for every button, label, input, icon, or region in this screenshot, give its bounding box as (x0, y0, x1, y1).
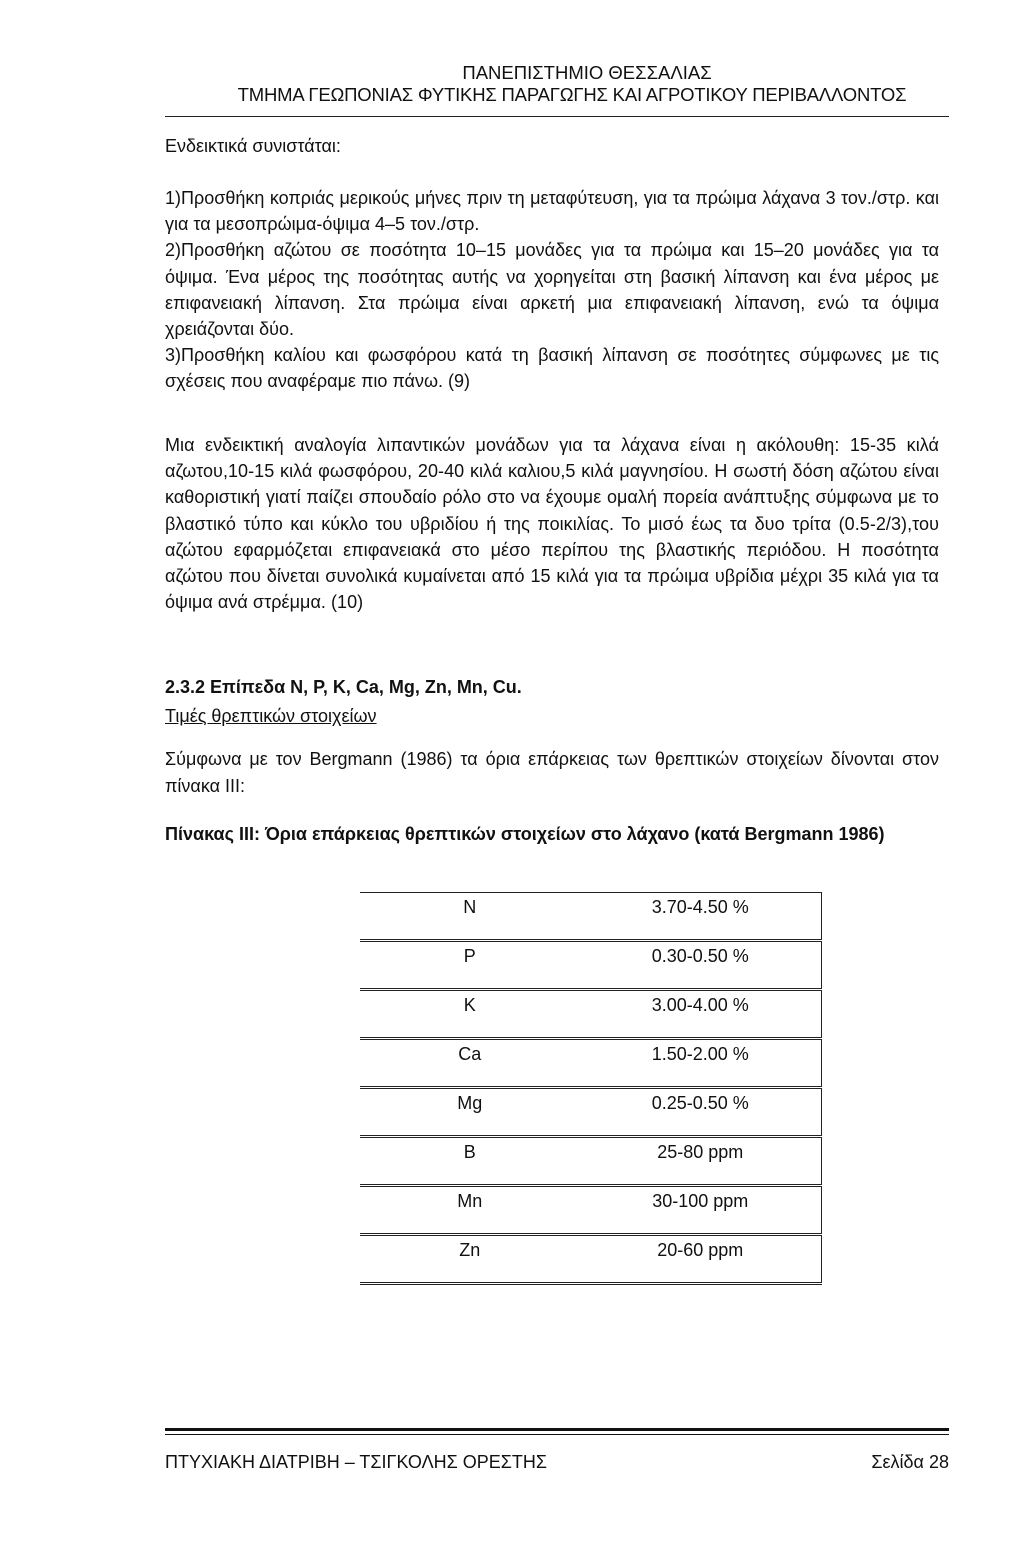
footer-title: ΠΤΥΧΙΑΚΗ ΔΙΑΤΡΙΒΗ – ΤΣΙΓΚΟΛΗΣ ΟΡΕΣΤΗΣ (165, 1452, 547, 1472)
step-2: 2)Προσθήκη αζώτου σε ποσότητα 10–15 μονάδες για τα πρώιμα και 15–20 μονάδες για τα όψιμα. Ένα μέρος της ποσότητας αυτής να χορηγείται στη βασική λίπανση και ένα μέρος με επιφανειακή λίπανση. Στα πρώιμα είναι αρκετή μια επιφανειακή λίπανση, ενώ τα όψιμα χρειάζονται δύο. (165, 240, 939, 340)
department-name: ΤΜΗΜΑ ΓΕΩΠΟΝΙΑΣ ΦΥΤΙΚΗΣ ΠΑΡΑΓΩΓΗΣ ΚΑΙ ΑΓΡΟΤΙΚΟΥ ΠΕΡΙΒΑΛΛΟΝΤΟΣ (237, 84, 907, 105)
page-number: Σελίδα 28 (871, 1452, 949, 1472)
element-cell: B (360, 1137, 580, 1186)
element-cell: Mn (360, 1186, 580, 1235)
element-cell: K (360, 990, 580, 1039)
intro-paragraph: Σύμφωνα με τον Bergmann (1986) τα όρια επάρκειας των θρεπτικών στοιχείων δίνονται στον πίνακα ΙΙΙ: (165, 749, 939, 796)
value-cell: 0.25-0.50 % (580, 1088, 822, 1137)
page-footer (165, 1452, 949, 1473)
element-cell: Ca (360, 1039, 580, 1088)
element-cell: Zn (360, 1235, 580, 1284)
value-cell: 3.00-4.00 % (580, 990, 822, 1039)
university-name: ΠΑΝΕΠΙΣΤΗΜΙΟ ΘΕΣΣΑΛΙΑΣ (462, 62, 712, 83)
section-title: 2.3.2 Επίπεδα N, P, K, Ca, Mg, Zn, Mn, Cu. (165, 677, 522, 697)
recommend-label: Ενδεικτικά συνιστάται: (165, 136, 341, 156)
step-1: 1)Προσθήκη κοπριάς μερικούς μήνες πριν τη μεταφύτευση, για τα πρώιμα λάχανα 3 τον./στρ. και για τα μεσοπρώιμα-όψιμα 4–5 τον./στρ. (165, 188, 939, 235)
table-row (360, 1186, 822, 1235)
value-cell: 1.50-2.00 % (580, 1039, 822, 1088)
table-row (360, 941, 822, 990)
nutrient-sufficiency-table (360, 892, 822, 1285)
table-row (360, 1088, 822, 1137)
table-row (360, 990, 822, 1039)
table-row (360, 1235, 822, 1284)
table-row (360, 893, 822, 941)
page-header (165, 62, 949, 106)
value-cell: 3.70-4.50 % (580, 893, 822, 941)
subsection-title: Τιμές θρεπτικών στοιχείων (165, 706, 377, 726)
element-cell: N (360, 893, 580, 941)
value-cell: 0.30-0.50 % (580, 941, 822, 990)
value-cell: 25-80 ppm (580, 1137, 822, 1186)
table-row (360, 1039, 822, 1088)
header-divider (165, 116, 949, 117)
element-cell: Mg (360, 1088, 580, 1137)
footer-divider (165, 1428, 949, 1431)
value-cell: 30-100 ppm (580, 1186, 822, 1235)
footer-divider-thin (165, 1434, 949, 1435)
table-row (360, 1137, 822, 1186)
element-cell: P (360, 941, 580, 990)
step-3: 3)Προσθήκη καλίου και φωσφόρου κατά τη βασική λίπανση σε ποσότητες σύμφωνες με τις σχέσεις που αναφέραμε πιο πάνω. (9) (165, 345, 939, 392)
table-caption: Πίνακας ΙΙΙ: Όρια επάρκειας θρεπτικών στοιχείων στο λάχανο (κατά Bergmann 1986) (165, 824, 885, 844)
value-cell: 20-60 ppm (580, 1235, 822, 1284)
recommendation-steps (165, 185, 939, 395)
fertilizer-ratio-paragraph: Μια ενδεικτική αναλογία λιπαντικών μονάδων για τα λάχανα είναι η ακόλουθη: 15-35 κιλά αζωτου,10-15 κιλά φωσφόρου, 20-40 κιλά καλιου,5 κιλά μαγνησίου. Η σωστή δόση αζώτου είναι καθοριστική γιατί παίζει σπουδαίο ρόλο στο να έχουμε ομαλή πορεία ανάπτυξης σύμφωνα με το βλαστικό τύπο και κύκλο του υβριδίου ή της ποικιλίας. Το μισό έως τα δυο τρίτα (0.5-2/3),του αζώτου εφαρμόζεται επιφανειακά στο μέσο περίπου της βλαστικής περιόδου. Η ποσότητα αζώτου που δίνεται συνολικά κυμαίνεται από 15 κιλά για τα πρώιμα υβρίδια μέχρι 35 κιλά για τα όψιμα ανά στρέμμα. (10) (165, 435, 939, 613)
